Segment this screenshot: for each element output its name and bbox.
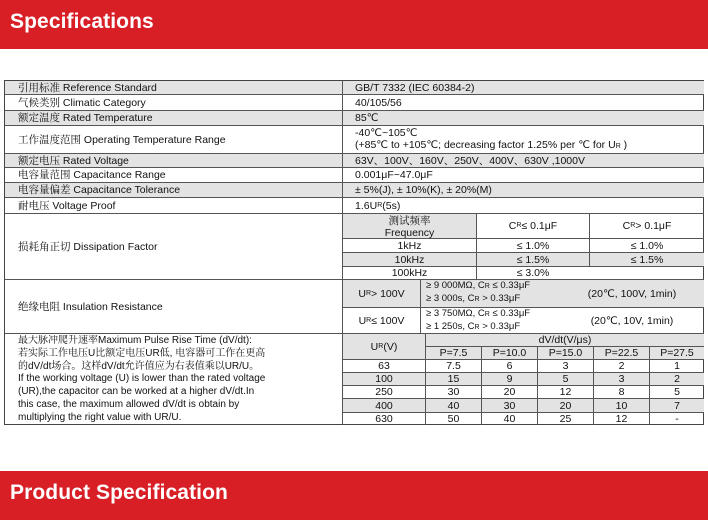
specifications-banner <box>0 0 708 49</box>
insulation-high-voltage-condition: U R > 100V <box>343 280 420 307</box>
dissipation-large-cap-header: C R > 0.1μF <box>622 220 672 232</box>
pulse-dvdt-value: 1 <box>674 360 680 372</box>
pulse-dvdt-value: 30 <box>447 386 460 398</box>
operating-temperature-label: 工作温度范围 Operating Temperature Range <box>18 133 226 146</box>
pulse-p-header: P=22.5 <box>594 347 649 359</box>
product-specification-title: Product Specification <box>10 481 228 504</box>
pulse-p-header: P=27.5 <box>650 347 704 359</box>
dissipation-freq: 100kHz <box>391 267 428 279</box>
pulse-dvdt-value: 25 <box>559 413 572 425</box>
pulse-dvdt-value: 2 <box>618 360 625 372</box>
operating-temperature-derating: (+85℃ to +105℃; decreasing factor 1.25% per ℃ for UR ) <box>355 139 628 151</box>
insulation-high-voltage-test: (20℃, 100V, 1min) <box>587 287 677 300</box>
climatic-category-label: 气候类别 Climatic Category <box>18 96 146 109</box>
dissipation-value: ≤ 1.0% <box>516 239 550 252</box>
pulse-dvdt-value: 12 <box>559 386 572 398</box>
operating-temperature-range: -40℃~105℃ <box>355 127 418 139</box>
dissipation-value <box>590 267 704 279</box>
pulse-dvdt-value: 8 <box>618 386 625 398</box>
pulse-dvdt-value: 3 <box>594 373 649 385</box>
pulse-rise-description: 最大脉冲爬升速率Maximum Pulse Rise Time (dV/dt): 若实际工作电压U比额定电压UR低, 电容器可工作在更高 的dV/dt场合。这样dV/dt允许值应为右表值乘以UR/U。 If the working voltage (U) is lower than the rated voltage (UR),the capacitor can be worked at a higher dV/dt.In this case, the maximum allowed dV/dt is obtain by multiplying the right value with UR/U. <box>18 335 266 423</box>
pulse-dvdt-value: 3 <box>562 360 569 372</box>
pulse-ur-header: U R (V) <box>343 334 425 359</box>
pulse-dvdt-value: 10 <box>594 399 649 412</box>
rated-temperature-value: 85℃ <box>343 111 704 125</box>
pulse-dvdt-value: 40 <box>503 413 516 425</box>
specifications-title: Specifications <box>10 10 154 33</box>
product-specification-banner <box>0 471 708 520</box>
rated-voltage-value: 63V、100V、160V、250V、400V、630V ,1000V <box>343 154 704 167</box>
pulse-dvdt-value: 20 <box>538 399 593 412</box>
reference-standard-value: GB/T 7332 (IEC 60384-2) <box>343 81 704 94</box>
pulse-dvdt-value: 20 <box>503 386 516 398</box>
capacitance-tolerance-label: 电容量偏差 Capacitance Tolerance <box>5 183 342 197</box>
pulse-dvdt-value: 50 <box>447 413 460 425</box>
pulse-dvdt-value: 7.5 <box>446 360 461 372</box>
pulse-dvdt-value: 6 <box>506 360 513 372</box>
pulse-dvdt-value: 40 <box>426 399 481 412</box>
insulation-low-voltage-condition: U R ≤ 100V <box>358 314 405 327</box>
climatic-category-value: 40/105/56 <box>355 96 402 109</box>
insulation-high-voltage-values: ≥ 9 000MΩ, CR ≤ 0.33μF ≥ 3 000s, CR > 0.33μF <box>421 280 704 307</box>
pulse-dvdt-value: 30 <box>482 399 537 412</box>
dissipation-value: ≤ 1.5% <box>477 253 589 266</box>
dissipation-frequency-header: 测试频率 Frequency <box>343 214 476 238</box>
dissipation-freq: 1kHz <box>397 239 422 252</box>
insulation-low-voltage-test: (20℃, 10V, 1min) <box>590 314 674 327</box>
pulse-ur-value: 400 <box>343 399 425 412</box>
operating-temperature-value <box>343 127 704 153</box>
capacitance-range-label: 电容量范围 Capacitance Range <box>18 169 166 181</box>
pulse-dvdt-value: 12 <box>615 413 628 425</box>
voltage-proof-label: 耐电压 Voltage Proof <box>18 199 116 212</box>
pulse-dvdt-value: 2 <box>650 373 704 385</box>
pulse-dvdt-value: 9 <box>482 373 537 385</box>
rated-temperature-label: 额定温度 Rated Temperature <box>5 111 342 125</box>
specification-table <box>4 80 704 425</box>
pulse-dvdt-header: dV/dt(V/μs) <box>426 334 704 346</box>
pulse-p-header: P=15.0 <box>538 347 593 359</box>
pulse-p-header: P=7.5 <box>426 347 481 359</box>
dissipation-freq: 10kHz <box>343 253 476 266</box>
dissipation-factor-label: 损耗角正切 Dissipation Factor <box>18 240 158 253</box>
capacitance-range-value: 0.001μF~47.0μF <box>355 169 433 181</box>
rated-voltage-label: 额定电压 Rated Voltage <box>5 154 342 167</box>
insulation-low-voltage-values: ≥ 3 750MΩ, CR ≤ 0.33μF ≥ 1 250s, CR > 0.33μF <box>426 308 531 332</box>
reference-standard-label: 引用标准 Reference Standard <box>5 81 342 94</box>
pulse-dvdt-value: 5 <box>538 373 593 385</box>
pulse-dvdt-value: - <box>675 413 679 425</box>
pulse-dvdt-value: 7 <box>650 399 704 412</box>
pulse-ur-value: 630 <box>375 413 393 425</box>
dissipation-value: ≤ 1.0% <box>630 239 664 252</box>
pulse-dvdt-value: 5 <box>674 386 680 398</box>
dissipation-value: ≤ 3.0% <box>516 267 550 279</box>
dissipation-small-cap-header: C R ≤ 0.1μF <box>508 220 558 232</box>
voltage-proof-value: 1.6U R (5s) <box>355 199 401 212</box>
pulse-ur-value: 100 <box>343 373 425 385</box>
dissipation-value: ≤ 1.5% <box>590 253 704 266</box>
pulse-dvdt-value: 15 <box>426 373 481 385</box>
pulse-p-header: P=10.0 <box>482 347 537 359</box>
pulse-ur-value: 250 <box>375 386 393 398</box>
capacitance-tolerance-value: ± 5%(J), ± 10%(K), ± 20%(M) <box>343 183 704 197</box>
insulation-resistance-label: 绝缘电阻 Insulation Resistance <box>18 300 163 313</box>
pulse-ur-value: 63 <box>378 360 390 372</box>
